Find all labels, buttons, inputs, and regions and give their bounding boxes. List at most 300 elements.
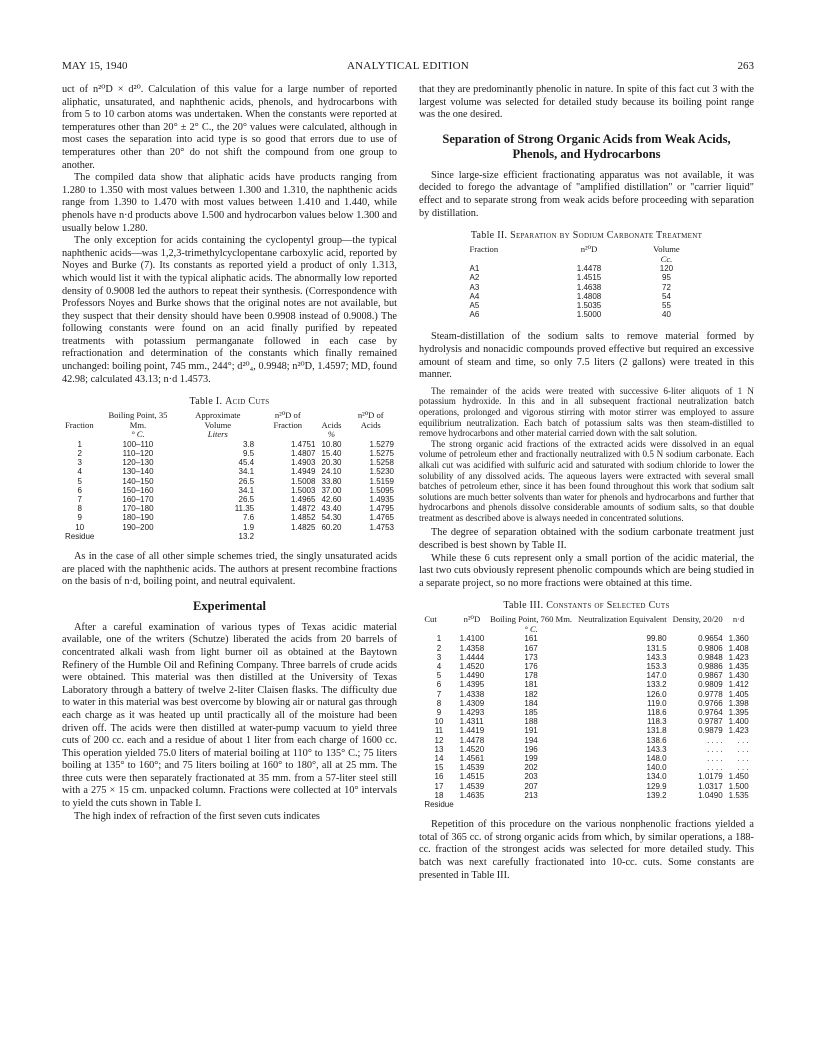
table-3-row (421, 690, 751, 699)
table-1-cell: 1.4903 (290, 458, 316, 468)
table-1-unit: Liters (207, 429, 228, 440)
table-1-header: Approximate Volume (195, 410, 241, 430)
table-1-cell: 11.35 (234, 504, 255, 514)
table-3-cell: 1.4515 (459, 772, 485, 782)
table-3-cell: 173 (524, 652, 538, 662)
table-3-row (421, 763, 751, 772)
table-3-cell: 1.398 (728, 698, 749, 708)
table-1-cell: 140–150 (122, 476, 154, 486)
table-3-cell: 1.450 (728, 772, 749, 782)
table-2-cell: 1.4478 (576, 264, 602, 274)
table-3-row (421, 662, 751, 671)
table-3-cell: 1.4561 (459, 754, 485, 764)
table-2-label: Table II. (470, 230, 508, 242)
table-3-cell: 138.6 (646, 735, 667, 745)
table-1-cell: 15.40 (321, 448, 342, 458)
table-2-cell: A2 (469, 273, 480, 283)
table-1-unit (345, 430, 398, 440)
table-3-cell: 1.0490 (698, 790, 723, 800)
table-3-cell: 178 (524, 671, 538, 681)
table-3-unit (575, 625, 670, 635)
table-3-cell (457, 800, 487, 809)
table-3-cell: 185 (524, 708, 538, 718)
table-1-cell: 110–120 (122, 448, 154, 458)
table-1-cell: 6 (77, 485, 82, 495)
table-3-unit (726, 625, 752, 635)
section-heading-separation: Separation of Strong Organic Acids from Weak Acids, Phenols, and Hydrocarbons (442, 131, 731, 161)
table-2-unit: Cc. (660, 253, 673, 264)
table-1-cell: 160–170 (122, 494, 154, 504)
table-3-cell: 1.405 (728, 689, 749, 699)
table-3-cell: 148.0 (646, 754, 667, 764)
table-3-row (421, 745, 751, 754)
table-3-cell: 1.4395 (459, 680, 485, 690)
table-2-row (467, 273, 707, 282)
table-1-cell: 54.30 (321, 513, 342, 523)
table-2-cell: A5 (469, 300, 480, 310)
table-3-cell: . . . (737, 744, 749, 754)
table-3-row (421, 717, 751, 726)
table-3-cell: . . . . (707, 744, 723, 754)
table-3-cell: 12 (434, 735, 444, 745)
table-3-row (421, 800, 751, 809)
table-3-cell (726, 800, 752, 809)
table-3-row (421, 699, 751, 708)
table-3-cell: 118.6 (647, 708, 667, 718)
table-1-cell: 9 (77, 513, 82, 523)
table-2-row (467, 301, 707, 310)
table-3-cell: 1.4478 (459, 735, 485, 745)
table-3-cell: 7 (436, 689, 442, 699)
table-1-cell: 37.00 (321, 485, 342, 495)
table-3-cell: 176 (524, 662, 538, 672)
table-3-cell: 167 (524, 643, 538, 653)
table-1-cell: 1.4949 (290, 467, 316, 477)
table-3-unit (457, 625, 487, 635)
left-paragraph-5: After a careful examination of various types of Texas acidic material available, one of the writers (Schutze) liberated the acids from 20 barrels of concentrated alkali wash from light burner oil as obtained at the Baytown Refinery of the Humble Oil and Refining Company. Three barrels of crude acids were obtained. This material was then distilled at the University of Texas Laboratory through a battery of twelve 2-liter Claisen flasks. The difficulty due to water in this material was best overcome by blowing air or natural gas through each charge as it was heated up until practically all of the moisture had been driven off. The acids were then distilled at water-pump vacuum to yield three cuts of 200 cc. each and a residue of about 1 liter from each charge of 1600 cc. This operation yielded 75.0 liters of material boiling at 110° to 135° C.; 75 liters boiling at 135° to 160°; and 75 liters boiling at 160° to 180°, all at 25 mm. The three cuts were then separately fractionated at 35 mm. from a 57-liter steel still with a 275 × 15 cm. unpacked column. Fractions were collected at 10° intervals to yield the cuts shown in Table I. (62, 621, 397, 810)
table-3-label: Table III. (503, 600, 544, 612)
table-1-cell: 3.8 (243, 439, 255, 449)
table-2-cell: 120 (659, 264, 674, 274)
table-3-cell: 134.0 (646, 772, 667, 782)
table-1-cell: 1.5003 (290, 485, 316, 495)
table-3-cell: 0.9867 (698, 671, 723, 681)
table-3-cell: 161 (524, 634, 538, 644)
table-3-cell: 196 (524, 744, 538, 754)
table-1-title: Acid Cuts (225, 396, 270, 408)
table-1-row (62, 477, 397, 486)
table-1-unit (62, 430, 97, 440)
table-1-cell: 1.4825 (290, 522, 316, 532)
table-1-cell: 1.4795 (369, 504, 394, 514)
table-3-cell: 140.0 (646, 763, 667, 773)
header-journal: ANALYTICAL EDITION (346, 60, 470, 72)
table-3-unit: ° C. (524, 623, 538, 634)
table-2-cell: 72 (662, 282, 671, 292)
table-3-cell: 9 (436, 708, 442, 718)
table-1-row (62, 495, 397, 504)
table-1-cell: 180–190 (122, 513, 154, 523)
table-3-row (421, 754, 751, 763)
table-3-row (421, 726, 751, 735)
table-3-caption (419, 600, 754, 611)
table-3-cell: 203 (524, 772, 538, 782)
table-3-cell: 1.4309 (459, 698, 485, 708)
table-2-row (467, 264, 707, 273)
table-1-cell: 24.10 (321, 467, 342, 477)
left-paragraph-1: uct of n²⁰D × d²⁰. Calculation of this value for a large number of reported aliphatic, unsaturated, and naphthenic acids, phenols, and hydrocarbons with from 5 to 10 carbon atoms was undertaken. When the constants were reported at temperatures other than 20° ± 2° C., the 20° values were calculated, although in most cases the separation into acid type is so good that errors due to use of temperatures other than 20° do not shift the compound from one group to another. (62, 84, 397, 171)
table-3-cell: 1.4293 (459, 708, 485, 718)
table-3-cell: 131.8 (646, 726, 667, 736)
table-3-cell: 1.423 (728, 652, 749, 662)
table-3-cell: 17 (434, 781, 444, 791)
table-3-cell: 1.400 (728, 717, 749, 727)
right-paragraph-6: The degree of separation obtained with the sodium carbonate treatment just described is best shown by Table II. (419, 527, 754, 552)
table-3-row (421, 772, 751, 781)
table-1-cell: 1.5230 (369, 467, 394, 477)
table-1-row (62, 449, 397, 458)
table-1-cell: 7 (77, 494, 82, 504)
table-1-row (62, 513, 397, 522)
table-3-cell (487, 800, 575, 809)
table-3-header: Density, 20/20 (672, 614, 723, 625)
table-3-cell: 0.9654 (698, 634, 723, 644)
table-1-cell: 34.1 (238, 485, 255, 495)
table-3-cell: 0.9848 (698, 652, 723, 662)
table-3-cell: 184 (524, 698, 538, 708)
table-2-cell: 1.4515 (576, 273, 602, 283)
table-3-cell: 1.0317 (698, 781, 723, 791)
table-2-cell: A1 (469, 264, 480, 274)
table-3-cell: 1.4338 (459, 689, 485, 699)
table-3-header: Neutralization Equivalent (578, 614, 667, 625)
table-3-cell: 1.430 (728, 671, 749, 681)
table-1-cell: 4 (77, 467, 82, 477)
table-3-cell: 202 (524, 763, 538, 773)
table-3-cell: 8 (436, 698, 442, 708)
table-2-caption (419, 230, 754, 241)
table-1-cell: 10 (75, 522, 85, 532)
table-1-cell (318, 532, 344, 541)
table-3-cell: 131.5 (646, 643, 667, 653)
table-2-body (467, 264, 707, 319)
table-3-unit (670, 625, 726, 635)
section-heading-experimental: Experimental (193, 598, 266, 613)
table-3-cell: 0.9879 (698, 726, 723, 736)
table-1-label: Table I. (189, 396, 223, 408)
table-1-cell: 1.5258 (369, 458, 394, 468)
table-1-cell: 26.5 (238, 494, 255, 504)
table-3-cell: 1.4635 (459, 790, 485, 800)
table-2-cell: 95 (662, 273, 671, 283)
table-3-cell: 16 (434, 772, 444, 782)
table-2-row (467, 310, 707, 319)
table-1-cell: 1.4965 (290, 494, 316, 504)
table-3-cell: 15 (434, 763, 444, 773)
table-1-cell: 1.4872 (290, 504, 316, 514)
table-2-cell: 1.4808 (576, 291, 602, 301)
table-3-cell: 11 (434, 726, 444, 736)
table-3-cell: 1.4520 (459, 662, 485, 672)
right-paragraph-3: Steam-distillation of the sodium salts to remove material formed by hydrolysis and nonacidic compounds proved effective but required an excessive amount of steam and time, so only 7.5 liters (2 gallons) were treated in this manner. (419, 331, 754, 381)
left-paragraph-2: The compiled data show that aliphatic acids have products ranging from 1.280 to 1.350 with most values between 1.300 and 1.310, the naphthenic acids range from 1.390 to 1.470 with most values between 1.410 and 1.440, while phenols have n·d products above 1.500 and hydrocarbon values below 1.300 and usually below 1.280. (62, 172, 397, 234)
table-3-header: n²⁰D (463, 614, 481, 625)
table-1-row (62, 523, 397, 532)
table-1-cell: 150–160 (122, 485, 154, 495)
table-3-cell: 1.408 (728, 643, 749, 653)
left-paragraph-6: The high index of refraction of the first seven cuts indicates (74, 810, 320, 822)
table-3-cell: 4 (436, 662, 442, 672)
table-3-cell: 1.412 (728, 680, 749, 690)
table-2-header: Fraction (469, 244, 499, 255)
table-3-cell: 139.2 (646, 790, 667, 800)
table-1-cell: 120–130 (122, 458, 154, 468)
table-2-cell: 1.5000 (576, 310, 602, 320)
table-1-cell: 1.4852 (290, 513, 316, 523)
table-3-unit (421, 625, 456, 635)
table-2-header: Volume (653, 244, 680, 255)
table-3-cell: 5 (436, 671, 442, 681)
table-3-cell: . . . . (707, 735, 723, 745)
right-paragraph-2: Since large-size efficient fractionating apparatus was not available, it was decided to forego the advantage of "amplified distillation" or "carrier liquid" effect and to separate strong from weak acids before proceeding with separation by distillation. (419, 169, 754, 219)
header-date: MAY 15, 1940 (62, 60, 128, 72)
table-3-header: Cut (424, 614, 437, 625)
table-3-cell: 0.9787 (698, 717, 723, 727)
table-3-cell: Residue (424, 800, 454, 810)
table-3-cell: 0.9778 (698, 689, 723, 699)
table-1-cell: 1.9 (243, 522, 255, 532)
table-3-cell: 0.9806 (698, 643, 723, 653)
table-3-cell: 133.2 (646, 680, 667, 690)
table-3-cell: 0.9764 (698, 708, 723, 718)
table-2-cell: 1.4638 (576, 282, 602, 292)
table-3-cell: 188 (524, 717, 538, 727)
table-2-cell: 40 (662, 310, 671, 320)
table-3-cell: 1.4419 (459, 726, 485, 736)
table-1-cell: 100–110 (122, 439, 154, 449)
table-3-cell: . . . (737, 735, 749, 745)
left-paragraph-4: As in the case of all other simple schemes tried, the singly unsaturated acids are placed with the naphthenic acids. The authors at present recombine fractions on the basis of n·d, boiling point, and neutral equivalent. (62, 550, 397, 588)
table-1-cell: 1 (77, 439, 82, 449)
table-1-cell: 2 (77, 448, 82, 458)
right-paragraph-5: The strong organic acid fractions of the extracted acids were dissolved in an equal volume of petroleum ether and fractionally neutralized with 0.5 N sodium carbonate. Each alkali cut was acidified with sulfuric acid and saturated with sodium chloride to lower the solubility of any dissolved acids. The aqueous layers were extracted with several small batches of petroleum ether, since it has been found throughout this work that sodium salt solutions are much better solvents than water for phenols and hydrocarbons and further that hydrocarbons and phenols dissolve considerable amounts of sodium salts, so that double treatment as described above is always needed in concentrated solutions. (419, 438, 754, 523)
table-1-header: n²⁰D of Fraction (273, 410, 303, 430)
table-3-cell: 1.0179 (698, 772, 723, 782)
table-1 (62, 411, 397, 541)
table-3-cell: 1.4539 (459, 763, 485, 773)
right-paragraph-8: Repetition of this procedure on the various nonphenolic fractions yielded a total of 365 cc. of strong organic acids from which, by similar operations, a 188-cc. fraction of the strongest acids was selected for more detailed study. This batch was next carefully fractionated into 10-cc. cuts. Some constants are presented in Table III. (419, 819, 754, 881)
table-3-row (421, 680, 751, 689)
left-paragraph-3: The only exception for acids containing the cyclopentyl group—the typical naphthenic acids—was 1,2,3-trimethylcyclopentane carboxylic acid, reported by Noyes and Burke (7). Its constants as reported yield a product of only 1.313, which would list it with the typical aliphatic acids. The abnormally low reported density of 0.9008 led the authors to repeat their synthesis. (Correspondence with Professors Noyes and Burke shows that the original notes are not available, but they suspect that their density should have been 0.9908 instead of 0.9008.) The following constants were found on an acid finally purified by repeated treatments with potassium permanganate followed in each case by refractionation and determination of the constants which finally remained unchanged: boiling point, 745 mm., 244°; d²⁰₄, 0.9948; n²⁰D, 1.4597; MD, found 42.98; calculated 43.13; n·d 1.4573. (62, 235, 397, 385)
table-3-cell: 0.9886 (698, 662, 723, 672)
table-3-cell: 0.9809 (698, 680, 723, 690)
table-1-cell: 190–200 (122, 522, 154, 532)
table-3-cell: 1.4444 (459, 652, 485, 662)
table-1-cell: 9.5 (243, 448, 255, 458)
table-3-cell: 13 (434, 744, 444, 754)
table-3-cell: 143.3 (646, 652, 667, 662)
table-3-cell: . . . (737, 763, 749, 773)
table-3-cell: . . . . (707, 754, 723, 764)
right-paragraph-7: While these 6 cuts represent only a small portion of the acidic material, the last two cuts obviously represent phenolic compounds which are being studied in a separate project, so no more fractions were obtained at this time. (419, 552, 754, 589)
table-3-row (421, 653, 751, 662)
table-3-cell: 199 (524, 754, 538, 764)
table-3-cell: 10 (434, 717, 444, 727)
table-3-cell: 143.3 (646, 744, 667, 754)
table-1-header: Acids (321, 419, 342, 430)
table-3-cell: 3 (436, 652, 442, 662)
table-3-row (421, 644, 751, 653)
table-3-cell: 18 (434, 790, 444, 800)
table-1-cell: 7.6 (243, 513, 255, 523)
table-1-cell: 60.20 (321, 522, 342, 532)
table-1-cell: 20.30 (321, 458, 342, 468)
table-3-cell: 191 (524, 726, 538, 736)
table-3-cell: . . . (737, 754, 749, 764)
table-2-row (467, 292, 707, 301)
table-1-cell: 130–140 (122, 467, 154, 477)
table-1-cell: 3 (77, 458, 82, 468)
table-1-cell (97, 532, 178, 541)
table-1-header: n²⁰D of Acids (357, 410, 384, 430)
table-2-cell: A3 (469, 282, 480, 292)
table-3-cell: 119.0 (647, 698, 667, 708)
table-2-row (467, 283, 707, 292)
table-1-cell: 1.5008 (290, 476, 316, 486)
table-3-cell: 153.3 (646, 662, 667, 672)
table-1-cell: 5 (77, 476, 82, 486)
right-column (419, 84, 754, 882)
table-3-cell: 194 (524, 735, 538, 745)
table-3-cell: 1.4490 (459, 671, 485, 681)
table-3-cell: 129.9 (646, 781, 667, 791)
table-2-header: n²⁰D (580, 244, 598, 255)
table-3-cell (575, 800, 670, 809)
table-3-cell: 1.435 (728, 662, 749, 672)
table-3-cell: 213 (524, 790, 538, 800)
table-2-cell: A6 (469, 310, 480, 320)
table-1-cell: 45.4 (238, 458, 255, 468)
table-1-header: Boiling Point, 35 Mm. (108, 410, 168, 430)
table-1-body (62, 440, 397, 541)
table-1-cell: 1.4935 (369, 494, 394, 504)
table-3-row (421, 708, 751, 717)
table-1-cell: 43.40 (321, 504, 342, 514)
right-paragraph-4: The remainder of the acids were treated with successive 6-liter aliquots of 1 N potassium hydroxide. In this and in all subsequent fractional neutralization batch operations, prolonged and vigorous stirring with motor stirrer was employed to assure equilibrium neutralization. Each batch of potassium salts was then steam-distilled to remove hydrocarbons and other material carried down with the salt solution. (419, 385, 754, 439)
table-1-cell: 1.4765 (369, 513, 394, 523)
table-3-cell: 207 (524, 781, 538, 791)
table-3-cell: . . . . (707, 763, 723, 773)
table-1-cell: Residue (65, 531, 95, 541)
running-header (62, 60, 754, 74)
table-1-cell: 8 (77, 504, 82, 514)
table-1-cell: 10.80 (321, 439, 342, 449)
table-1-cell: 33.80 (321, 476, 342, 486)
table-2-unit (552, 255, 627, 265)
table-2-cell: 54 (662, 291, 671, 301)
table-3-row (421, 736, 751, 745)
table-1-row (62, 504, 397, 513)
table-1-cell: 170–180 (122, 504, 154, 514)
table-3-cell: 118.3 (647, 717, 667, 727)
page-number: 263 (737, 60, 754, 72)
table-3-cell: 14 (434, 754, 444, 764)
table-1-cell (257, 532, 318, 541)
table-3-cell: 1.360 (728, 634, 749, 644)
table-1-cell: 1.5279 (369, 439, 394, 449)
table-3-cell: 1.4539 (459, 781, 485, 791)
table-1-row (62, 458, 397, 467)
table-1-row (62, 440, 397, 449)
table-1-cell: 1.5095 (369, 485, 394, 495)
table-3-cell: 1.500 (728, 781, 749, 791)
table-1-unit: % (327, 429, 336, 440)
table-3-cell: 1.395 (728, 708, 749, 718)
table-1-cell: 13.2 (238, 531, 255, 541)
table-3-cell: 0.9766 (698, 698, 723, 708)
table-1-unit: ° C. (131, 429, 145, 440)
table-1-cell: 42.60 (321, 494, 342, 504)
table-3-cell: 181 (524, 680, 538, 690)
table-2-unit (467, 255, 552, 265)
table-3-cell: 1.4311 (459, 717, 484, 727)
table-2-cell: 55 (662, 300, 671, 310)
table-1-unit (257, 430, 318, 440)
table-3-cell: 1 (436, 634, 442, 644)
table-3-cell: 1.4520 (459, 744, 485, 754)
table-3-header: n·d (732, 614, 745, 625)
table-1-cell: 1.4807 (290, 448, 316, 458)
right-paragraph-1: that they are predominantly phenolic in nature. In spite of this fact cut 3 with the largest volume was selected for detailed study because its boiling point range was the one desired. (419, 84, 754, 121)
table-2 (467, 245, 707, 319)
table-3-title: Constants of Selected Cuts (546, 600, 670, 612)
table-3-cell: 6 (436, 680, 442, 690)
table-1-cell: 1.5159 (369, 476, 394, 486)
table-3-cell: 147.0 (646, 671, 667, 681)
table-1-cell: 1.4751 (290, 439, 316, 449)
table-1-row (62, 486, 397, 495)
table-3-cell: 1.535 (728, 790, 749, 800)
table-2-cell: 1.5035 (576, 300, 602, 310)
table-3-row (421, 671, 751, 680)
table-3-header: Boiling Point, 760 Mm. (490, 614, 573, 625)
table-1-cell: 1.5275 (369, 448, 394, 458)
table-3-cell (670, 800, 726, 809)
table-3-cell: 99.80 (646, 634, 667, 644)
table-3-body (421, 634, 751, 809)
table-3-cell: 2 (436, 643, 442, 653)
table-2-cell: A4 (469, 291, 480, 301)
table-1-caption (62, 396, 397, 407)
table-3-cell: 182 (524, 689, 538, 699)
table-1-cell: 1.4753 (369, 522, 394, 532)
table-3-cell: 1.4358 (459, 643, 485, 653)
table-3-row (421, 782, 751, 791)
table-1-cell: 34.1 (238, 467, 255, 477)
table-3 (421, 615, 751, 809)
table-3-row (421, 791, 751, 800)
table-1-cell (345, 532, 398, 541)
table-3-cell: 126.0 (646, 689, 667, 699)
table-1-cell: 26.5 (238, 476, 255, 486)
table-1-row (62, 467, 397, 476)
table-1-header: Fraction (65, 419, 94, 430)
left-column (62, 84, 397, 823)
table-3-row (421, 634, 751, 643)
table-1-row (62, 532, 397, 541)
table-3-cell: 1.4100 (459, 634, 485, 644)
table-3-cell: 1.423 (728, 726, 749, 736)
